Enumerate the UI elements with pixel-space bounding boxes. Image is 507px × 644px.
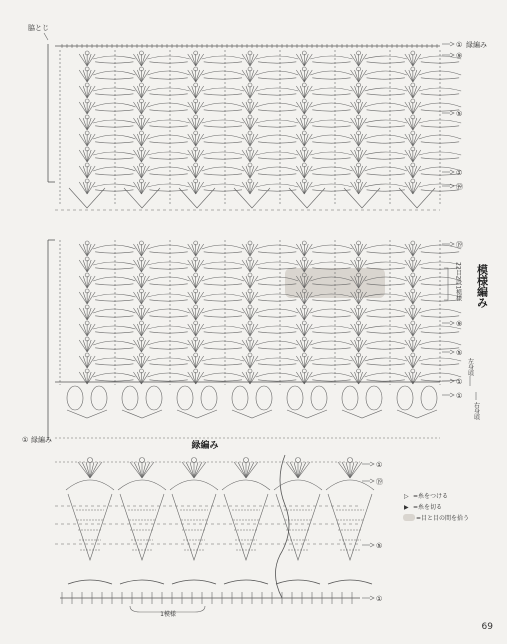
row-mark-5: ⑤ [456,110,463,118]
chart-main-block [55,240,461,438]
row-mark-19: ⑲ [456,183,463,191]
one-pattern-label: 1模様 [160,611,176,618]
edge-mark-1: ① [22,436,29,444]
side-join-label: 脇とじ [28,24,49,32]
row-mark-5b: ⑤ [456,349,463,357]
edging-mark-5: ⑤ [376,542,383,550]
right-body-label: 右身頃 [472,402,480,420]
chart-top-block [55,44,461,210]
legend-symbol-0: ▷ [404,493,409,500]
edging-chart [55,455,374,604]
edging-label-bottom: 緑編み [31,436,52,444]
row-mark-top-1: ① [456,41,463,49]
row-mark-1c: ① [456,392,463,400]
legend-text-1: =糸を切る [413,504,443,511]
legend-symbol-1: ▶ [404,504,409,511]
left-body-label: 左身頃 [466,358,474,376]
row-mark-9: ⑨ [456,52,463,60]
legend-swatch [403,514,415,521]
edging-section-title: 緑編み [191,441,219,451]
row-mark-1: ① [456,169,463,177]
legend-text-0: =糸をつける [413,493,449,500]
edging-mark-19: ⑲ [376,478,383,486]
edging-mark-1: ① [376,461,383,469]
row-mark-19b: ⑲ [456,241,463,249]
legend-text-2: =目と目の間を拾う [416,515,470,522]
edging-mark-1b: ① [376,595,383,603]
pattern-title: 模様編み [475,264,489,308]
page-number: 69 [481,622,493,632]
edging-label-top: 緑編み [466,41,487,49]
row-mark-1b: ① [456,378,463,386]
repeat-note: 22目2段1模様 [454,262,462,302]
row-mark-9b: ⑨ [456,320,463,328]
